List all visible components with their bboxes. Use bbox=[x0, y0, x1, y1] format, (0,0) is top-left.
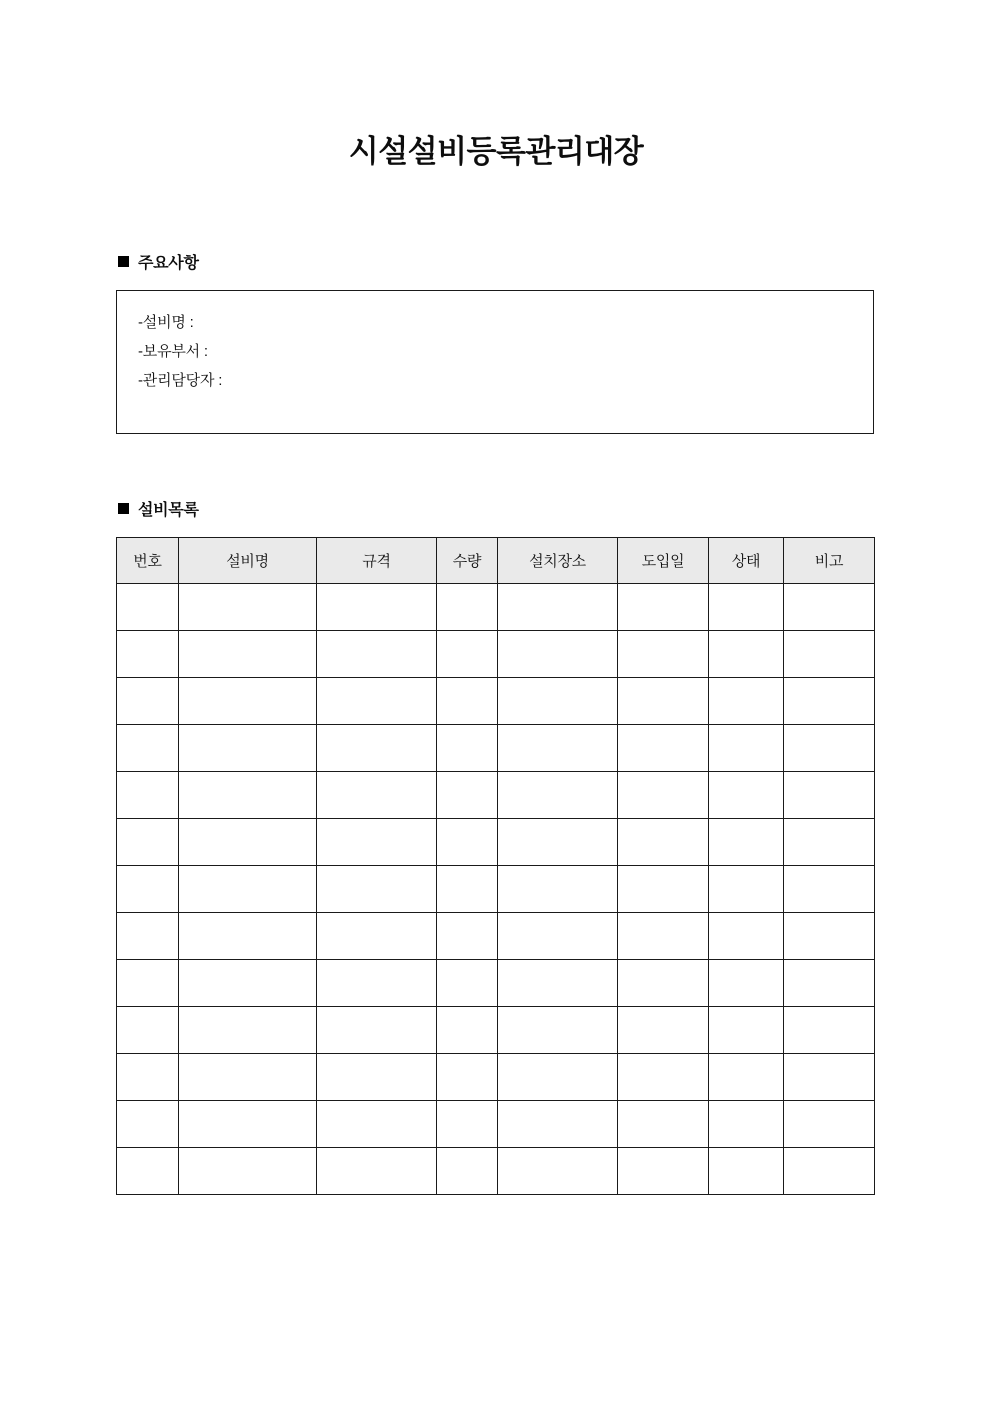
cell-equipment-name[interactable] bbox=[179, 678, 317, 725]
cell-spec[interactable] bbox=[317, 1101, 437, 1148]
cell-location[interactable] bbox=[498, 913, 618, 960]
cell-quantity[interactable] bbox=[437, 725, 498, 772]
cell-number[interactable] bbox=[117, 631, 179, 678]
cell-install-date[interactable] bbox=[618, 1007, 709, 1054]
cell-location[interactable] bbox=[498, 960, 618, 1007]
cell-quantity[interactable] bbox=[437, 1148, 498, 1195]
cell-location[interactable] bbox=[498, 678, 618, 725]
cell-spec[interactable] bbox=[317, 819, 437, 866]
cell-quantity[interactable] bbox=[437, 678, 498, 725]
main-info-box-content bbox=[117, 291, 873, 395]
column-header-remarks: 비고 bbox=[784, 538, 875, 584]
square-bullet-icon bbox=[118, 256, 129, 267]
cell-equipment-name[interactable] bbox=[179, 631, 317, 678]
main-info-line-equipment-name: -설비명 : bbox=[138, 314, 194, 331]
table-row bbox=[117, 584, 875, 631]
cell-number[interactable] bbox=[117, 1054, 179, 1101]
cell-number[interactable] bbox=[117, 913, 179, 960]
cell-equipment-name[interactable] bbox=[179, 866, 317, 913]
column-header-quantity: 수량 bbox=[437, 538, 498, 584]
cell-location[interactable] bbox=[498, 631, 618, 678]
cell-spec[interactable] bbox=[317, 1054, 437, 1101]
table-row bbox=[117, 960, 875, 1007]
cell-remarks[interactable] bbox=[784, 678, 875, 725]
cell-status[interactable] bbox=[709, 1101, 784, 1148]
cell-location[interactable] bbox=[498, 1007, 618, 1054]
table-row bbox=[117, 631, 875, 678]
table-row bbox=[117, 1007, 875, 1054]
cell-quantity[interactable] bbox=[437, 1101, 498, 1148]
table-row bbox=[117, 1054, 875, 1101]
cell-install-date[interactable] bbox=[618, 584, 709, 631]
column-header-number: 번호 bbox=[117, 538, 179, 584]
main-info-line-owning-department: -보유부서 : bbox=[138, 343, 208, 360]
page-title: 시설설비등록관리대장 bbox=[348, 134, 644, 169]
cell-location[interactable] bbox=[498, 725, 618, 772]
cell-spec[interactable] bbox=[317, 725, 437, 772]
cell-status[interactable] bbox=[709, 584, 784, 631]
cell-status[interactable] bbox=[709, 866, 784, 913]
cell-equipment-name[interactable] bbox=[179, 1101, 317, 1148]
cell-install-date[interactable] bbox=[618, 819, 709, 866]
cell-install-date[interactable] bbox=[618, 678, 709, 725]
table-row bbox=[117, 819, 875, 866]
cell-remarks[interactable] bbox=[784, 1101, 875, 1148]
cell-location[interactable] bbox=[498, 772, 618, 819]
cell-number[interactable] bbox=[117, 960, 179, 1007]
cell-number[interactable] bbox=[117, 1007, 179, 1054]
cell-install-date[interactable] bbox=[618, 1148, 709, 1195]
cell-quantity[interactable] bbox=[437, 772, 498, 819]
cell-install-date[interactable] bbox=[618, 772, 709, 819]
table-row bbox=[117, 725, 875, 772]
table-row bbox=[117, 866, 875, 913]
cell-number[interactable] bbox=[117, 584, 179, 631]
equipment-list-table-body bbox=[117, 584, 875, 1195]
section-heading-main-info bbox=[118, 250, 199, 273]
cell-quantity[interactable] bbox=[437, 819, 498, 866]
cell-status[interactable] bbox=[709, 772, 784, 819]
cell-quantity[interactable] bbox=[437, 866, 498, 913]
cell-spec[interactable] bbox=[317, 1007, 437, 1054]
cell-equipment-name[interactable] bbox=[179, 584, 317, 631]
cell-spec[interactable] bbox=[317, 631, 437, 678]
cell-equipment-name[interactable] bbox=[179, 819, 317, 866]
cell-spec[interactable] bbox=[317, 772, 437, 819]
cell-number[interactable] bbox=[117, 1101, 179, 1148]
equipment-list-table bbox=[116, 537, 875, 1195]
cell-install-date[interactable] bbox=[618, 913, 709, 960]
cell-spec[interactable] bbox=[317, 584, 437, 631]
cell-status[interactable] bbox=[709, 913, 784, 960]
cell-quantity[interactable] bbox=[437, 1007, 498, 1054]
cell-location[interactable] bbox=[498, 1101, 618, 1148]
cell-equipment-name[interactable] bbox=[179, 960, 317, 1007]
cell-location[interactable] bbox=[498, 1148, 618, 1195]
cell-status[interactable] bbox=[709, 819, 784, 866]
cell-equipment-name[interactable] bbox=[179, 1148, 317, 1195]
cell-remarks[interactable] bbox=[784, 631, 875, 678]
cell-remarks[interactable] bbox=[784, 913, 875, 960]
cell-spec[interactable] bbox=[317, 866, 437, 913]
cell-install-date[interactable] bbox=[618, 1054, 709, 1101]
cell-equipment-name[interactable] bbox=[179, 913, 317, 960]
table-header-row bbox=[117, 538, 875, 584]
cell-status[interactable] bbox=[709, 678, 784, 725]
cell-equipment-name[interactable] bbox=[179, 772, 317, 819]
cell-spec[interactable] bbox=[317, 913, 437, 960]
cell-install-date[interactable] bbox=[618, 866, 709, 913]
table-row bbox=[117, 772, 875, 819]
table-row bbox=[117, 1101, 875, 1148]
cell-remarks[interactable] bbox=[784, 960, 875, 1007]
cell-install-date[interactable] bbox=[618, 960, 709, 1007]
table-row bbox=[117, 678, 875, 725]
cell-number[interactable] bbox=[117, 678, 179, 725]
cell-location[interactable] bbox=[498, 819, 618, 866]
main-info-line-manager: -관리담당자 : bbox=[138, 372, 223, 389]
cell-status[interactable] bbox=[709, 1007, 784, 1054]
column-header-install-date: 도입일 bbox=[618, 538, 709, 584]
cell-remarks[interactable] bbox=[784, 1054, 875, 1101]
cell-remarks[interactable] bbox=[784, 725, 875, 772]
cell-number[interactable] bbox=[117, 819, 179, 866]
cell-remarks[interactable] bbox=[784, 1007, 875, 1054]
cell-status[interactable] bbox=[709, 631, 784, 678]
cell-quantity[interactable] bbox=[437, 584, 498, 631]
cell-install-date[interactable] bbox=[618, 631, 709, 678]
cell-quantity[interactable] bbox=[437, 960, 498, 1007]
square-bullet-icon bbox=[118, 503, 129, 514]
cell-number[interactable] bbox=[117, 1148, 179, 1195]
table-row bbox=[117, 913, 875, 960]
cell-spec[interactable] bbox=[317, 1148, 437, 1195]
section-heading-equipment-list bbox=[118, 497, 199, 520]
main-info-box bbox=[116, 290, 874, 434]
cell-equipment-name[interactable] bbox=[179, 1054, 317, 1101]
table-row bbox=[117, 1148, 875, 1195]
cell-number[interactable] bbox=[117, 866, 179, 913]
cell-location[interactable] bbox=[498, 1054, 618, 1101]
cell-status[interactable] bbox=[709, 725, 784, 772]
cell-spec[interactable] bbox=[317, 960, 437, 1007]
cell-quantity[interactable] bbox=[437, 631, 498, 678]
cell-remarks[interactable] bbox=[784, 1148, 875, 1195]
cell-status[interactable] bbox=[709, 1054, 784, 1101]
column-header-status: 상태 bbox=[709, 538, 784, 584]
cell-number[interactable] bbox=[117, 772, 179, 819]
cell-remarks[interactable] bbox=[784, 772, 875, 819]
cell-install-date[interactable] bbox=[618, 725, 709, 772]
cell-status[interactable] bbox=[709, 960, 784, 1007]
section-heading-equipment-list-label: 설비목록 bbox=[138, 502, 199, 519]
cell-status[interactable] bbox=[709, 1148, 784, 1195]
cell-equipment-name[interactable] bbox=[179, 725, 317, 772]
column-header-location: 설치장소 bbox=[498, 538, 618, 584]
cell-equipment-name[interactable] bbox=[179, 1007, 317, 1054]
cell-remarks[interactable] bbox=[784, 819, 875, 866]
cell-location[interactable] bbox=[498, 584, 618, 631]
column-header-equipment-name: 설비명 bbox=[179, 538, 317, 584]
section-heading-main-info-label: 주요사항 bbox=[138, 255, 199, 272]
cell-number[interactable] bbox=[117, 725, 179, 772]
cell-remarks[interactable] bbox=[784, 866, 875, 913]
cell-quantity[interactable] bbox=[437, 913, 498, 960]
cell-spec[interactable] bbox=[317, 678, 437, 725]
column-header-spec: 규격 bbox=[317, 538, 437, 584]
cell-location[interactable] bbox=[498, 866, 618, 913]
cell-quantity[interactable] bbox=[437, 1054, 498, 1101]
cell-install-date[interactable] bbox=[618, 1101, 709, 1148]
cell-remarks[interactable] bbox=[784, 584, 875, 631]
